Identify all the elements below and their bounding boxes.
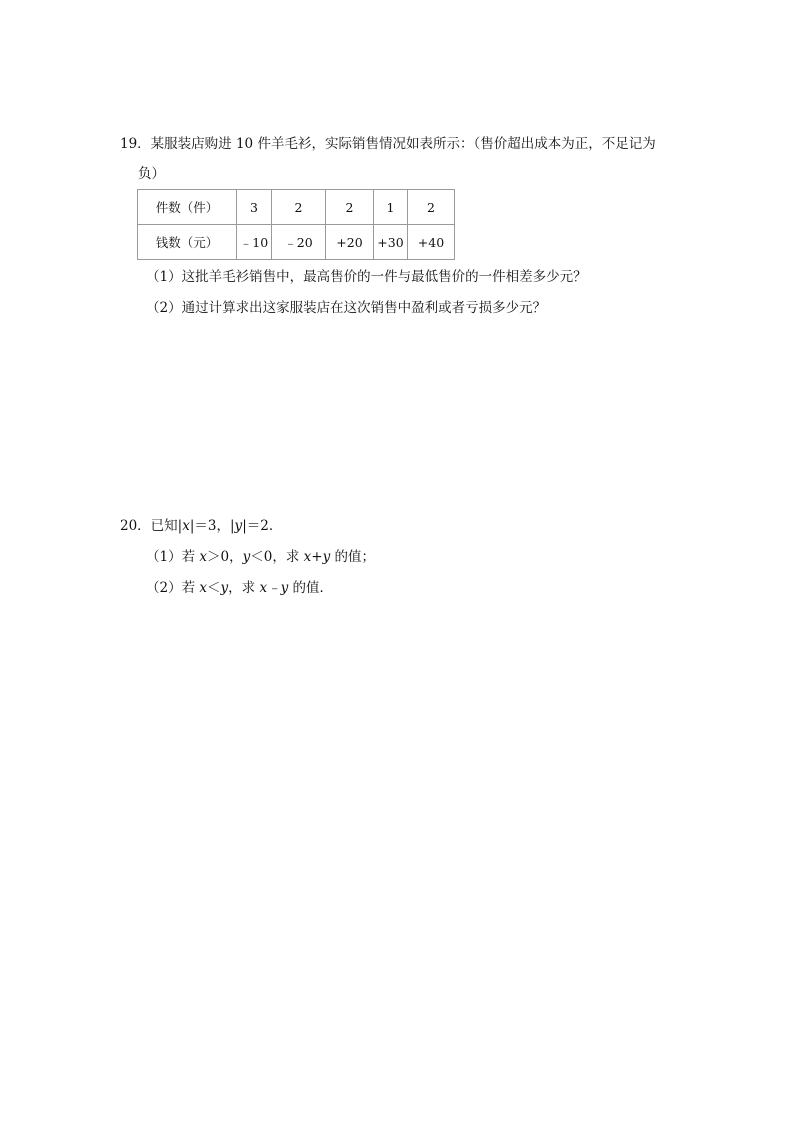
text-segment: ＞0， <box>207 549 243 565</box>
text-segment: |＝2． <box>242 518 283 534</box>
variable-x: x <box>182 518 190 534</box>
part-label: （1）若 <box>146 549 200 565</box>
table-cell: 2 <box>272 190 326 225</box>
question-20-part-2 <box>146 579 333 597</box>
question-20-stem <box>120 517 282 535</box>
question-19-stem: 19．某服装店购进 10 件羊毛衫，实际销售情况如表所示：（售价超出成本为正，不足记为 <box>120 136 656 152</box>
variable-y: y <box>234 518 243 534</box>
variable-y: y <box>242 549 251 565</box>
question-19-part-2: （2）通过计算求出这家服装店在这次销售中盈利或者亏损多少元？ <box>146 300 547 316</box>
text-segment: 20．已知| <box>120 518 183 534</box>
table-row-amount <box>138 225 455 260</box>
expression: x﹣y <box>259 580 289 596</box>
table-cell: 1 <box>374 190 408 225</box>
table-cell: +30 <box>374 225 408 260</box>
text-segment: |＝3，| <box>189 518 235 534</box>
text-segment: 的值． <box>288 580 333 596</box>
table-cell: 2 <box>326 190 374 225</box>
table-cell: +40 <box>408 225 455 260</box>
text-segment: ＜0，求 <box>250 549 304 565</box>
table-cell: 2 <box>408 190 455 225</box>
question-19-part-1: （1）这批羊毛衫销售中，最高售价的一件与最低售价的一件相差多少元？ <box>146 269 587 285</box>
variable-x: x <box>199 580 208 596</box>
expression: x+y <box>303 549 331 565</box>
table-cell: 件数（件） <box>138 190 237 225</box>
sales-table <box>137 189 455 260</box>
text-segment: ＜ <box>207 580 221 596</box>
question-19-stem-continued: 负） <box>138 166 165 182</box>
text-segment: ，求 <box>228 580 260 596</box>
variable-x: x <box>199 549 208 565</box>
table-row-quantity <box>138 190 455 225</box>
table-cell: ﹣10 <box>237 225 272 260</box>
table-cell: 3 <box>237 190 272 225</box>
table-cell: 钱数（元） <box>138 225 237 260</box>
table-cell: +20 <box>326 225 374 260</box>
question-20-part-1 <box>146 548 375 566</box>
table-cell: ﹣20 <box>272 225 326 260</box>
part-label: （2）若 <box>146 580 200 596</box>
text-segment: 的值； <box>330 549 375 565</box>
variable-y: y <box>220 580 229 596</box>
